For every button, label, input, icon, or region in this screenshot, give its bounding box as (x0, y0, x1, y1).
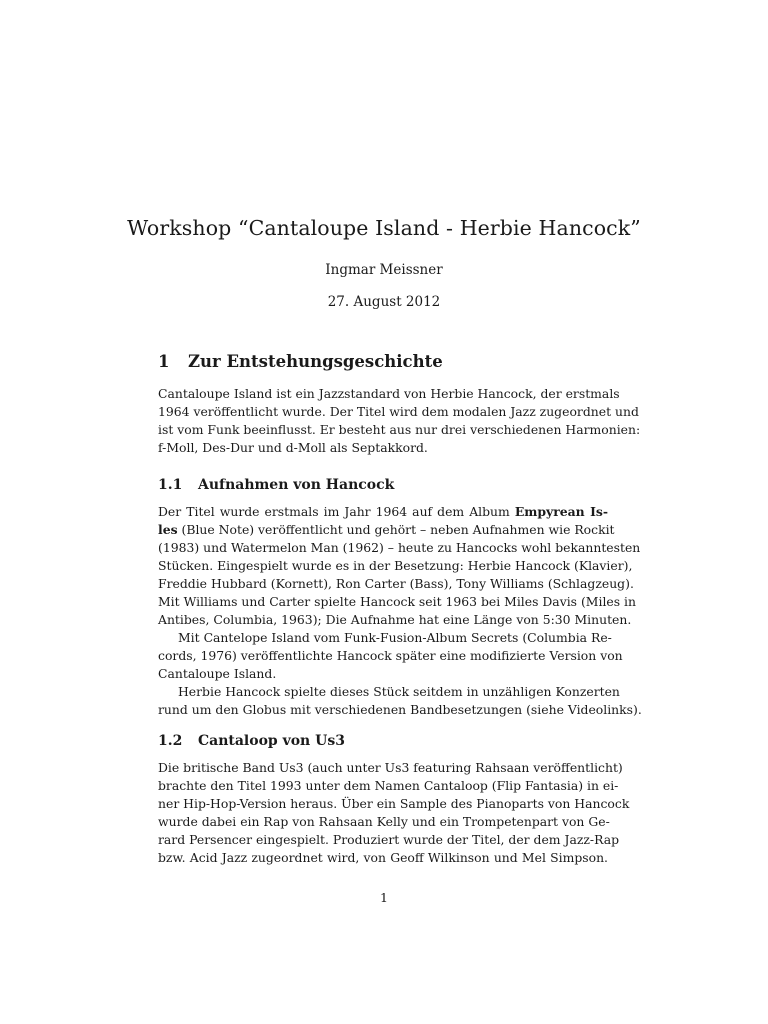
subsection-title: Aufnahmen von Hancock (198, 477, 395, 493)
text-line: Antibes, Columbia, 1963); Die Aufnahme hat eine Länge von 5:30 Minuten. (158, 612, 632, 627)
text-line (158, 521, 615, 539)
text-line: Cantaloupe Island ist ein Jazzstandard von Herbie Hancock, der erstmals (158, 386, 620, 401)
section-title: Zur Entstehungsgeschichte (188, 352, 443, 371)
text-line: Mit Cantelope Island vom Funk-Fusion-Album Secrets (Columbia Re- (178, 630, 612, 645)
subsection-title: Cantaloop von Us3 (198, 733, 345, 749)
text-line: Cantaloupe Island. (158, 666, 277, 681)
document-date: 27. August 2012 (327, 294, 441, 310)
text-segment: Der Titel wurde erstmals im Jahr 1964 auf dem Album (158, 504, 515, 519)
page-number: 1 (380, 890, 388, 905)
text-line: bzw. Acid Jazz zugeordnet wird, von Geoff Wilkinson und Mel Simpson. (158, 850, 608, 865)
paragraph-aufnahmen (158, 503, 642, 719)
text-line: Mit Williams und Carter spielte Hancock seit 1963 bei Miles Davis (Miles in (158, 594, 636, 609)
text-line: Freddie Hubbard (Kornett), Ron Carter (Bass), Tony Williams (Schlagzeug). (158, 576, 634, 591)
subsection-heading-1-2 (158, 733, 345, 749)
document-author: Ingmar Meissner (325, 262, 443, 278)
text-line: brachte den Titel 1993 unter dem Namen Cantaloop (Flip Fantasia) in ei- (158, 778, 619, 793)
text-line: f-Moll, Des-Dur und d-Moll als Septakkord. (158, 440, 428, 455)
section-heading-1 (158, 352, 443, 371)
text-line: rund um den Globus mit verschiedenen Bandbesetzungen (siehe Videolinks). (158, 702, 642, 717)
text-line: cords, 1976) veröffentlichte Hancock später eine modifizierte Version von (158, 648, 623, 663)
album-title: les (158, 522, 178, 537)
text-segment: (Blue Note) veröffentlicht und gehört – neben Aufnahmen wie Rockit (177, 522, 615, 537)
album-title: Empyrean Is- (514, 504, 608, 519)
section-number: 1 (158, 352, 170, 371)
text-line (158, 503, 608, 521)
text-line: Herbie Hancock spielte dieses Stück seitdem in unzähligen Konzerten (178, 684, 620, 699)
paragraph-intro (158, 385, 641, 457)
subsection-heading-1-1 (158, 477, 394, 493)
text-line: Stücken. Eingespielt wurde es in der Besetzung: Herbie Hancock (Klavier), (158, 558, 633, 573)
subsection-number: 1.1 (158, 477, 183, 493)
text-line: (1983) und Watermelon Man (1962) – heute zu Hancocks wohl bekanntesten (158, 540, 641, 555)
text-line: ner Hip-Hop-Version heraus. Über ein Sample des Pianoparts von Hancock (158, 796, 630, 811)
text-line: rard Persencer eingespielt. Produziert wurde der Titel, der dem Jazz-Rap (158, 832, 620, 847)
text-line: Die britische Band Us3 (auch unter Us3 featuring Rahsaan veröffentlicht) (158, 760, 623, 775)
paragraph-cantaloop (158, 759, 630, 867)
text-line: wurde dabei ein Rap von Rahsaan Kelly und ein Trompetenpart von Ge- (158, 814, 610, 829)
text-line: 1964 veröffentlicht wurde. Der Titel wird dem modalen Jazz zugeordnet und (158, 404, 639, 419)
text-line: ist vom Funk beeinflusst. Er besteht aus nur drei verschiedenen Harmonien: (158, 422, 641, 437)
subsection-number: 1.2 (158, 733, 183, 749)
document-title: Workshop “Cantaloupe Island - Herbie Hancock” (127, 216, 641, 240)
